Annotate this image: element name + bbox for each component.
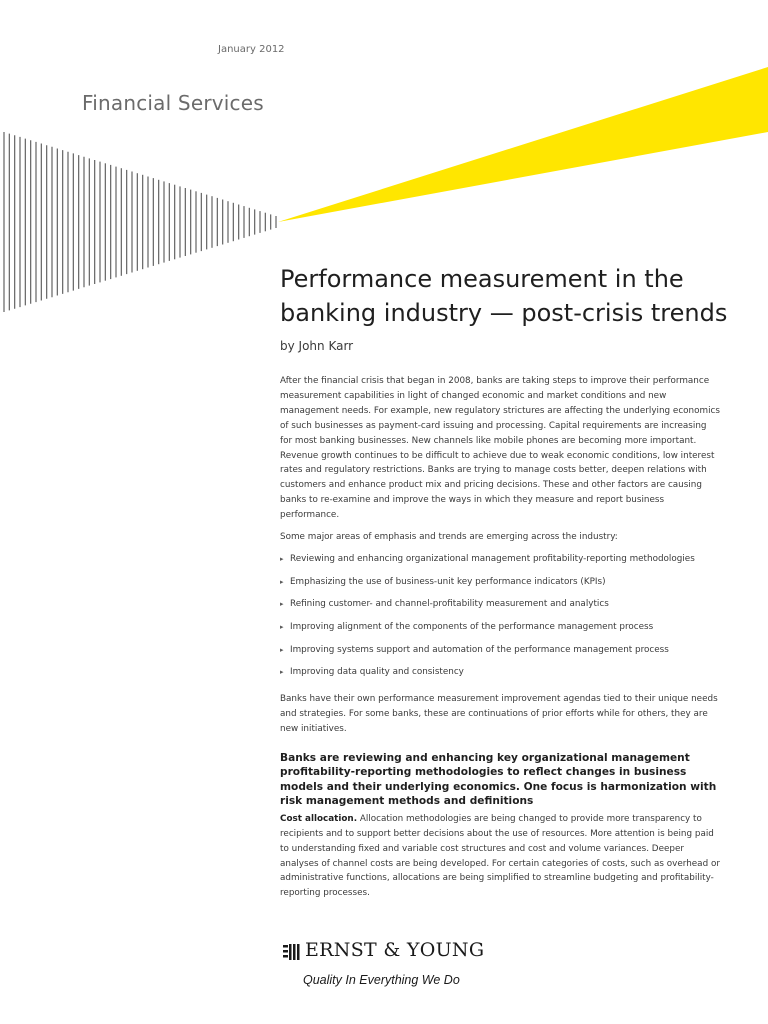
logo-tagline: Quality In Everything We Do xyxy=(303,973,460,987)
ey-logo-mark-icon xyxy=(283,944,303,962)
cost-allocation-paragraph xyxy=(280,812,720,901)
list-item: ▸ Improving alignment of the components of the performance management process xyxy=(280,620,720,643)
vertical-line-beam xyxy=(4,132,276,312)
list-item: ▸ Refining customer- and channel-profitability measurement and analytics xyxy=(280,597,720,620)
list-item: ▸ Emphasizing the use of business-unit key performance indicators (KPIs) xyxy=(280,575,720,598)
trends-list xyxy=(280,552,720,688)
article-title xyxy=(280,262,750,330)
agendas-paragraph: Banks have their own performance measurement improvement agendas tied to their unique needs and strategies. For some banks, these are continuations of prior efforts while for others, they are new initiatives. xyxy=(280,694,718,734)
list-item: ▸ Reviewing and enhancing organizational management profitability-reporting methodologies xyxy=(280,552,720,575)
list-item: ▸ Improving systems support and automation of the performance management process xyxy=(280,643,720,666)
logo-wordmark: ERNST & YOUNG xyxy=(305,939,485,961)
list-item: ▸ Improving data quality and consistency xyxy=(280,665,720,688)
trends-intro: Some major areas of emphasis and trends are emerging across the industry: xyxy=(280,532,618,543)
publication-date: January 2012 xyxy=(218,44,285,55)
title-line-2: banking industry — post-crisis trends xyxy=(280,299,728,327)
section-subheading: Banks are reviewing and enhancing key organizational management profitability-reporting methodologies to reflect changes in business models and their underlying economics. One focus is harmonization with risk management methods and definitions xyxy=(280,751,717,808)
intro-paragraph: After the financial crisis that began in 2008, banks are taking steps to improve their performance measurement capabilities in light of changed economic and market conditions and new management needs. For example, new regulatory strictures are affecting the underlying economics of such businesses as payment-card issuing and processing. Capital requirements are increasing for most banking businesses. New channels like mobile phones are becoming more important. Revenue growth continues to be difficult to achieve due to weak economic conditions, low interest rates and regulatory restrictions. Banks are trying to manage costs better, deepen relations with customers and enhance product mix and pricing decisions. These and other factors are causing banks to re-examine and improve the ways in which they measure and report business performance. xyxy=(280,376,720,521)
section-title: Financial Services xyxy=(82,91,264,115)
cost-allocation-label: Cost allocation. xyxy=(280,813,358,824)
title-line-1: Performance measurement in the xyxy=(280,265,684,293)
cost-allocation-text: Allocation methodologies are being changed to provide more transparency to recipients and to support better decisions about the use of resources. More attention is being paid to understanding fixed and variable cost structures and cost and volume variances. Deeper analyses of channel costs are being developed. For certain categories of costs, such as overhead or administrative functions, allocations are being simplified to streamline budgeting and profitability-reporting processes. xyxy=(280,813,720,899)
byline: by John Karr xyxy=(280,339,354,353)
yellow-beam xyxy=(278,67,768,222)
article-body xyxy=(280,374,720,908)
